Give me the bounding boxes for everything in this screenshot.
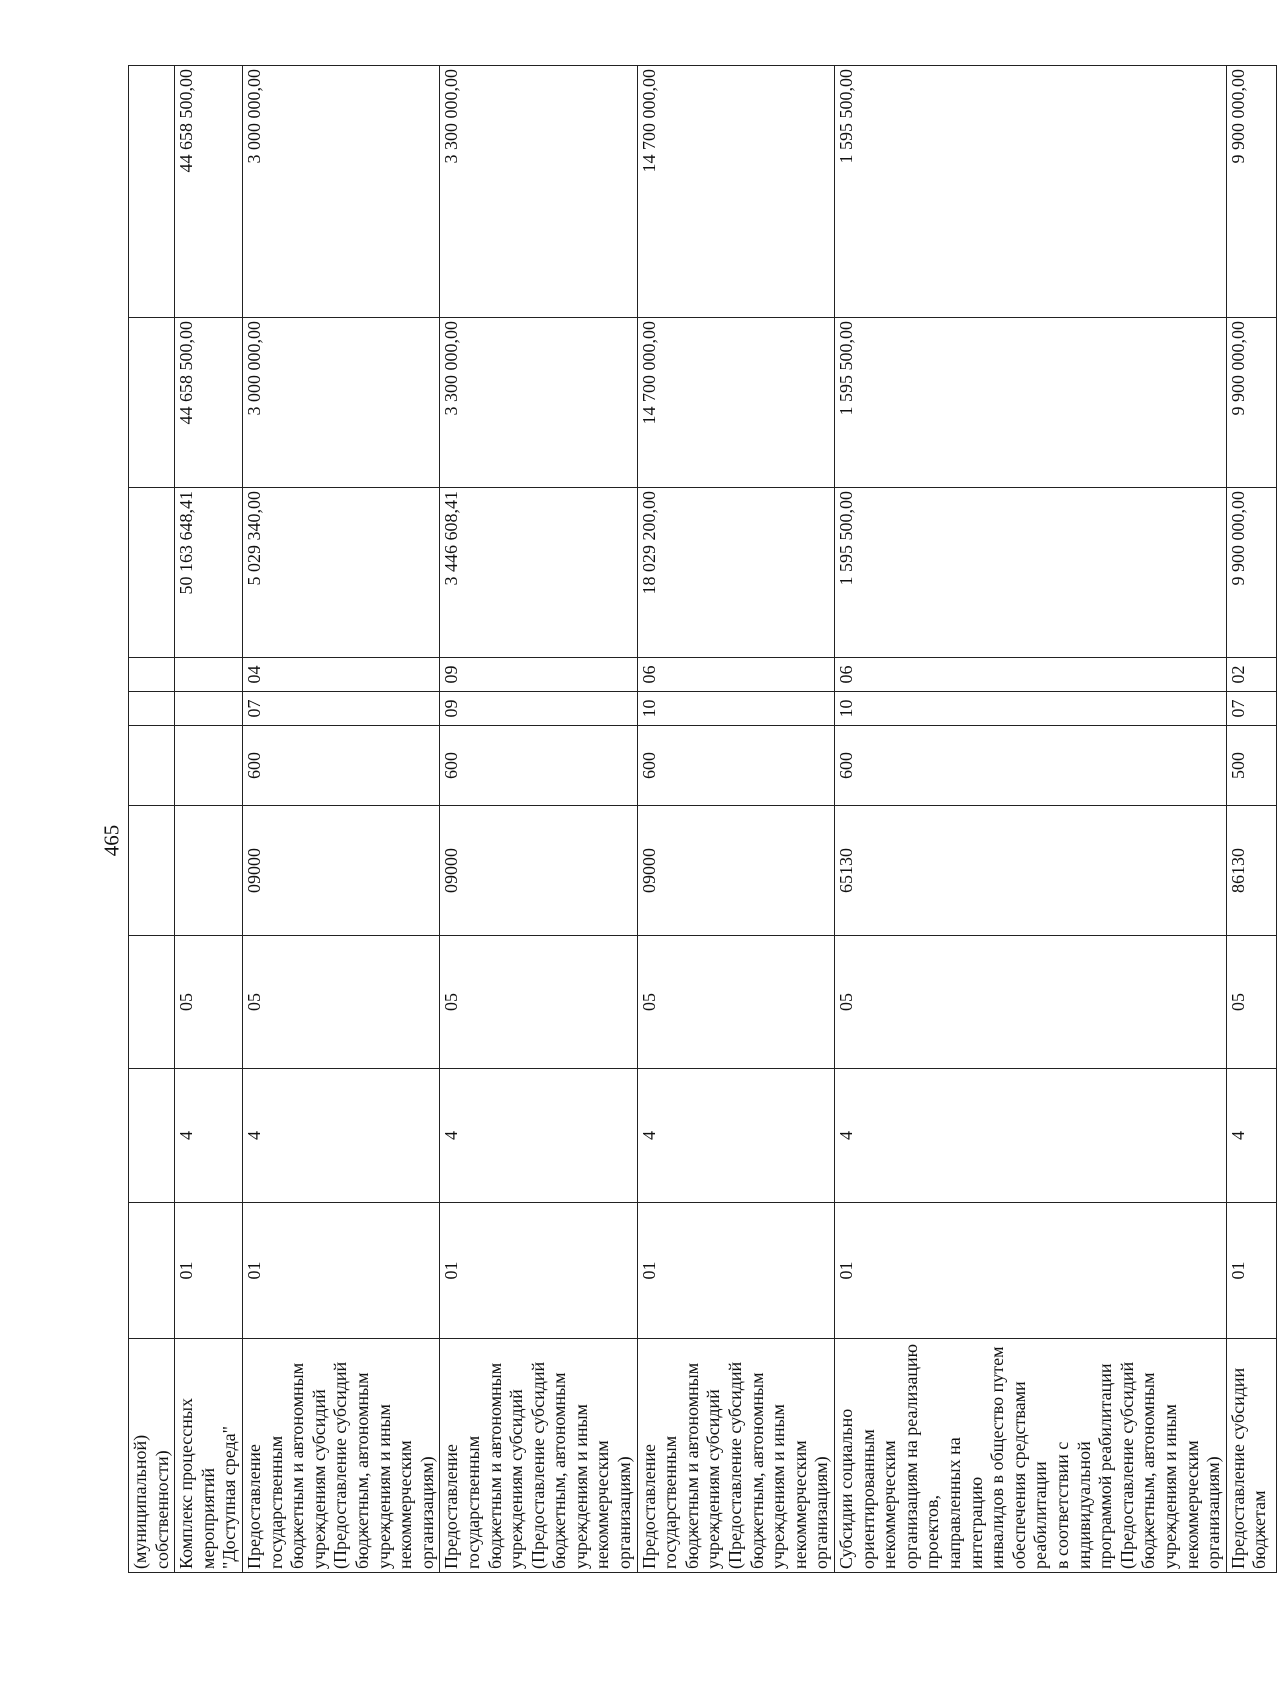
table-cell-v3 — [242, 66, 439, 318]
table-cell-c7 — [175, 658, 243, 692]
table-cell-v2 — [440, 318, 637, 488]
cell-text: 05 — [1227, 993, 1248, 1011]
cell-text: 1 595 500,00 — [836, 321, 856, 416]
table-cell-name — [242, 1339, 439, 1573]
table-cell-name — [440, 1339, 637, 1573]
cell-text: 09000 — [243, 848, 264, 893]
table-cell-c3 — [129, 936, 175, 1069]
cell-text: 3 300 000,00 — [441, 69, 462, 164]
table-cell-v3 — [175, 66, 243, 318]
cell-text: 600 — [243, 752, 264, 779]
table-cell-c7 — [637, 658, 834, 692]
table-cell-c5 — [637, 726, 834, 806]
table-cell-v3 — [129, 66, 175, 318]
table-cell-c6 — [175, 692, 243, 726]
table-cell-c4 — [637, 806, 834, 936]
cell-text: 10 — [836, 699, 856, 718]
budget-table — [128, 65, 1277, 1573]
cell-text: 600 — [441, 752, 462, 779]
table-cell-c7 — [835, 658, 1227, 692]
table-cell-c4 — [440, 806, 637, 936]
table-cell-v2 — [1226, 318, 1276, 488]
cell-text: Комплекс процессных мероприятий "Доступная среда" — [176, 1398, 240, 1569]
table-cell-c1 — [1226, 1203, 1276, 1339]
table-cell-c7 — [129, 658, 175, 692]
table-cell-c3 — [242, 936, 439, 1069]
table-cell-v2 — [637, 318, 834, 488]
table-cell-v1 — [835, 488, 1227, 658]
cell-text: 06 — [638, 665, 659, 684]
table-cell-c3 — [175, 936, 243, 1069]
table-cell-c2 — [175, 1069, 243, 1203]
table-cell-c1 — [242, 1203, 439, 1339]
table-cell-name — [637, 1339, 834, 1573]
table-row — [1226, 66, 1276, 1573]
table-row — [835, 66, 1227, 1573]
table-cell-v3 — [835, 66, 1227, 318]
cell-text: 09000 — [638, 848, 659, 893]
table-row — [129, 66, 175, 1573]
table-cell-c2 — [440, 1069, 637, 1203]
table-cell-v1 — [242, 488, 439, 658]
cell-text: 02 — [1227, 665, 1248, 684]
table-cell-v3 — [440, 66, 637, 318]
cell-text: 04 — [243, 665, 264, 684]
table-cell-c2 — [637, 1069, 834, 1203]
table-cell-c7 — [440, 658, 637, 692]
cell-text: 4 — [176, 1131, 197, 1140]
table-cell-c4 — [175, 806, 243, 936]
table-cell-c4 — [1226, 806, 1276, 936]
cell-text: 07 — [1227, 699, 1248, 718]
table-cell-c4 — [129, 806, 175, 936]
cell-text: 10 — [638, 699, 659, 718]
table-row — [175, 66, 243, 1573]
table-cell-c1 — [637, 1203, 834, 1339]
table-row — [242, 66, 439, 1573]
table-cell-c7 — [1226, 658, 1276, 692]
cell-text: 50 163 648,41 — [176, 491, 197, 595]
cell-text: 44 658 500,00 — [176, 69, 197, 173]
table-cell-name — [129, 1339, 175, 1573]
cell-text: 4 — [1227, 1131, 1248, 1140]
cell-text: 09000 — [441, 848, 462, 893]
cell-text: (муниципальной) собственности) — [130, 1434, 172, 1569]
cell-text: 9 900 000,00 — [1227, 69, 1248, 164]
table-cell-v1 — [1226, 488, 1276, 658]
cell-text: 65130 — [836, 848, 856, 893]
table-cell-c1 — [440, 1203, 637, 1339]
cell-text: 06 — [836, 665, 856, 684]
cell-text: 05 — [176, 993, 197, 1011]
table-cell-v2 — [242, 318, 439, 488]
table-cell-v2 — [129, 318, 175, 488]
table-cell-c3 — [1226, 936, 1276, 1069]
table-cell-v3 — [637, 66, 834, 318]
page-number: 465 — [99, 824, 124, 856]
cell-text: Предоставление субсидии бюджетам — [1227, 1367, 1270, 1569]
table-cell-c5 — [175, 726, 243, 806]
cell-text: 05 — [836, 993, 856, 1011]
cell-text: 5 029 340,00 — [243, 491, 264, 586]
table-cell-c2 — [242, 1069, 439, 1203]
table-cell-name — [1226, 1339, 1276, 1573]
table-cell-c2 — [835, 1069, 1227, 1203]
cell-text: 01 — [176, 1261, 197, 1280]
cell-text: 86130 — [1227, 848, 1248, 893]
table-cell-c4 — [242, 806, 439, 936]
cell-text: 3 300 000,00 — [441, 321, 462, 416]
table-cell-c1 — [835, 1203, 1227, 1339]
table-row — [440, 66, 637, 1573]
cell-text: Предоставление государственным бюджетным и автономным учреждениям субсидий (Предоставление субсидий бюджетным, автономным учреждениям и иным некоммерческим организациям) — [638, 1361, 832, 1569]
table-cell-v1 — [129, 488, 175, 658]
cell-text: 09 — [441, 665, 462, 684]
cell-text: 4 — [638, 1131, 659, 1140]
cell-text: 01 — [243, 1261, 264, 1280]
cell-text: 4 — [836, 1131, 856, 1140]
table-cell-c3 — [835, 936, 1227, 1069]
table-cell-v2 — [175, 318, 243, 488]
table-cell-c1 — [129, 1203, 175, 1339]
table-cell-c6 — [835, 692, 1227, 726]
cell-text: 3 000 000,00 — [243, 69, 264, 164]
table-cell-name — [835, 1339, 1227, 1573]
table-cell-v1 — [440, 488, 637, 658]
table-cell-c3 — [637, 936, 834, 1069]
table-cell-c2 — [1226, 1069, 1276, 1203]
table-cell-c5 — [242, 726, 439, 806]
cell-text: 05 — [638, 993, 659, 1011]
table-cell-c5 — [835, 726, 1227, 806]
cell-text: 05 — [441, 993, 462, 1011]
cell-text: 07 — [243, 699, 264, 718]
cell-text: 01 — [836, 1261, 856, 1280]
table-cell-v2 — [835, 318, 1227, 488]
table-cell-v3 — [1226, 66, 1276, 318]
table-cell-v1 — [175, 488, 243, 658]
cell-text: 3 000 000,00 — [243, 321, 264, 416]
cell-text: 09 — [441, 699, 462, 718]
cell-text: 4 — [441, 1131, 462, 1140]
budget-table-rotated — [128, 66, 1270, 1573]
cell-text: Предоставление государственным бюджетным и автономным учреждениям субсидий (Предоставление субсидий бюджетным, автономным учреждениям и иным некоммерческим организациям) — [441, 1361, 635, 1569]
cell-text: 01 — [441, 1261, 462, 1280]
cell-text: 1 595 500,00 — [836, 69, 856, 164]
cell-text: 14 700 000,00 — [638, 321, 659, 425]
table-cell-v1 — [637, 488, 834, 658]
cell-text: 44 658 500,00 — [176, 321, 197, 425]
cell-text: 600 — [638, 752, 659, 779]
cell-text: 01 — [1227, 1261, 1248, 1280]
cell-text: Субсидии социально ориентированным некоммерческим организациям на реализацию проектов, направленных на интеграцию инвалидов в общество путем обеспечения средствами реабилитации в соответствии с индивидуальной программой реабилитации (Предоставление субсидий бюджетным, автономным учреждениям и иным некоммерческим организациям) — [836, 1343, 1224, 1569]
table-row — [637, 66, 834, 1573]
cell-text: 3 446 608,41 — [441, 491, 462, 586]
table-cell-c5 — [1226, 726, 1276, 806]
table-cell-c6 — [129, 692, 175, 726]
table-cell-c3 — [440, 936, 637, 1069]
cell-text: 500 — [1227, 752, 1248, 779]
cell-text: 14 700 000,00 — [638, 69, 659, 173]
cell-text: 01 — [638, 1261, 659, 1280]
cell-text: 600 — [836, 752, 856, 779]
table-cell-c6 — [242, 692, 439, 726]
table-cell-c5 — [440, 726, 637, 806]
table-cell-c6 — [637, 692, 834, 726]
table-cell-c6 — [1226, 692, 1276, 726]
table-cell-c1 — [175, 1203, 243, 1339]
table-cell-c7 — [242, 658, 439, 692]
table-cell-c6 — [440, 692, 637, 726]
table-cell-c4 — [835, 806, 1227, 936]
cell-text: 4 — [243, 1131, 264, 1140]
table-cell-c2 — [129, 1069, 175, 1203]
table-cell-c5 — [129, 726, 175, 806]
cell-text: 9 900 000,00 — [1227, 321, 1248, 416]
cell-text: 9 900 000,00 — [1227, 491, 1248, 586]
cell-text: 18 029 200,00 — [638, 491, 659, 595]
cell-text: Предоставление государственным бюджетным и автономным учреждениям субсидий (Предоставление субсидий бюджетным, автономным учреждениям и иным некоммерческим организациям) — [243, 1361, 437, 1569]
table-cell-name — [175, 1339, 243, 1573]
cell-text: 05 — [243, 993, 264, 1011]
cell-text: 1 595 500,00 — [836, 491, 856, 586]
